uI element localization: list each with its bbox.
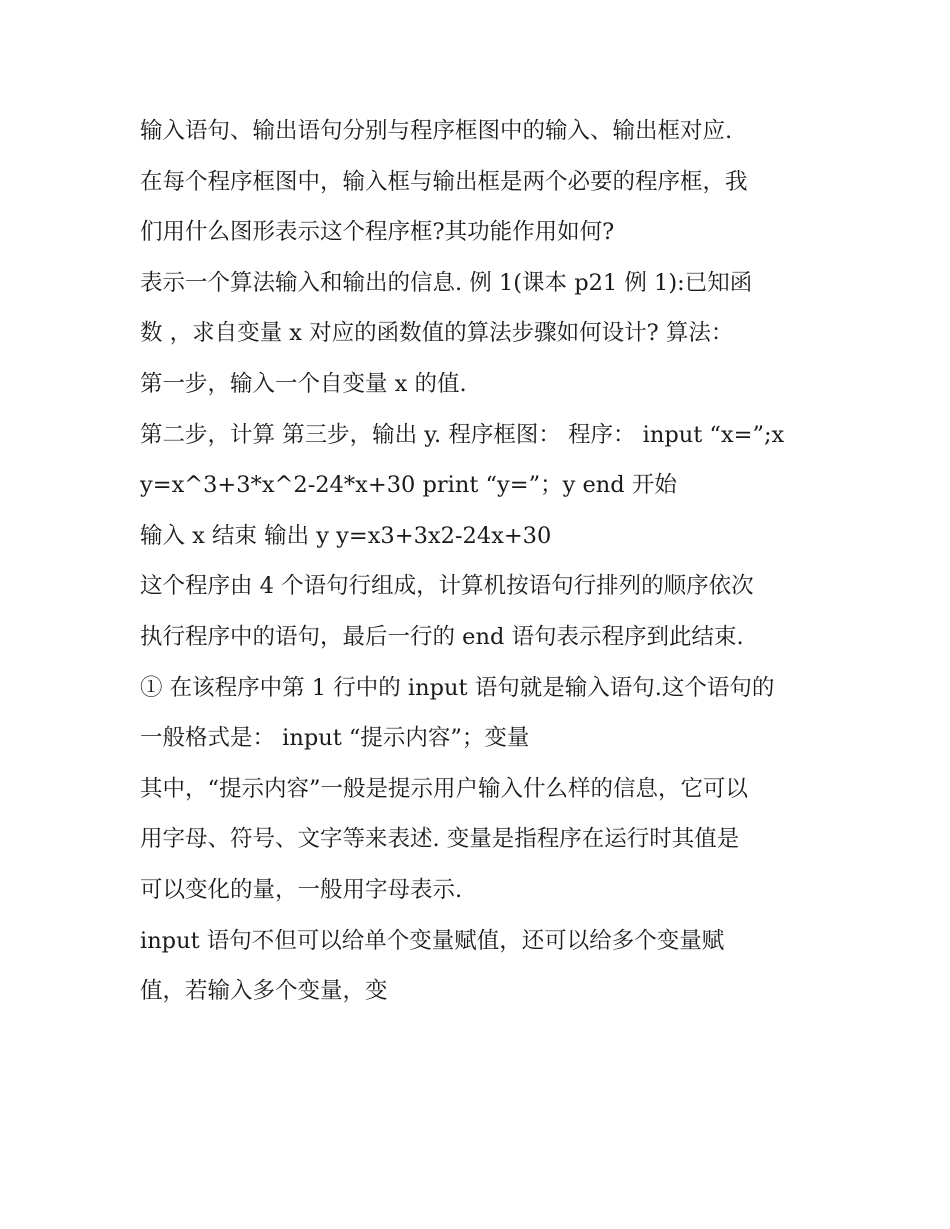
text-line: ① 在该程序中第 1 行中的 input 语句就是输入语句.这个语句的 bbox=[140, 674, 775, 701]
text-line: 在每个程序框图中，输入框与输出框是两个必要的程序框，我 bbox=[140, 168, 748, 195]
text-line: 输入语句、输出语句分别与程序框图中的输入、输出框对应. bbox=[140, 118, 733, 144]
text-line: 第一步，输入一个自变量 x 的值. bbox=[140, 370, 467, 397]
text-line: 一般格式是： input “提示内容”；变量 bbox=[140, 725, 530, 752]
text-line: 表示一个算法输入和输出的信息. 例 1(课本 p21 例 1):已知函 bbox=[140, 269, 753, 296]
document-text bbox=[140, 106, 820, 1017]
text-line: 这个程序由 4 个语句行组成，计算机按语句行排列的顺序依次 bbox=[140, 573, 754, 600]
text-line: 可以变化的量，一般用字母表示. bbox=[140, 876, 463, 903]
text-line: 输入 x 结束 输出 y y=x3+3x2-24x+30 bbox=[140, 522, 552, 549]
text-line: 用字母、符号、文字等来表述. 变量是指程序在运行时其值是 bbox=[140, 826, 740, 853]
text-line: 执行程序中的语句，最后一行的 end 语句表示程序到此结束. bbox=[140, 623, 744, 650]
text-line: input 语句不但可以给单个变量赋值，还可以给多个变量赋 bbox=[140, 927, 725, 954]
text-line: 们用什么图形表示这个程序框?其功能作用如何? bbox=[140, 219, 615, 246]
text-line: 其中，“提示内容”一般是提示用户输入什么样的信息，它可以 bbox=[140, 775, 749, 802]
text-line: 第二步，计算 第三步，输出 y. 程序框图： 程序： input “x=”;x bbox=[140, 421, 785, 448]
text-line: y=x^3+3*x^2-24*x+30 print “y=”；y end 开始 bbox=[140, 472, 677, 499]
text-line: 值，若输入多个变量，变 bbox=[140, 978, 388, 1005]
text-line: 数 ，求自变量 x 对应的函数值的算法步骤如何设计? 算法： bbox=[140, 320, 734, 347]
